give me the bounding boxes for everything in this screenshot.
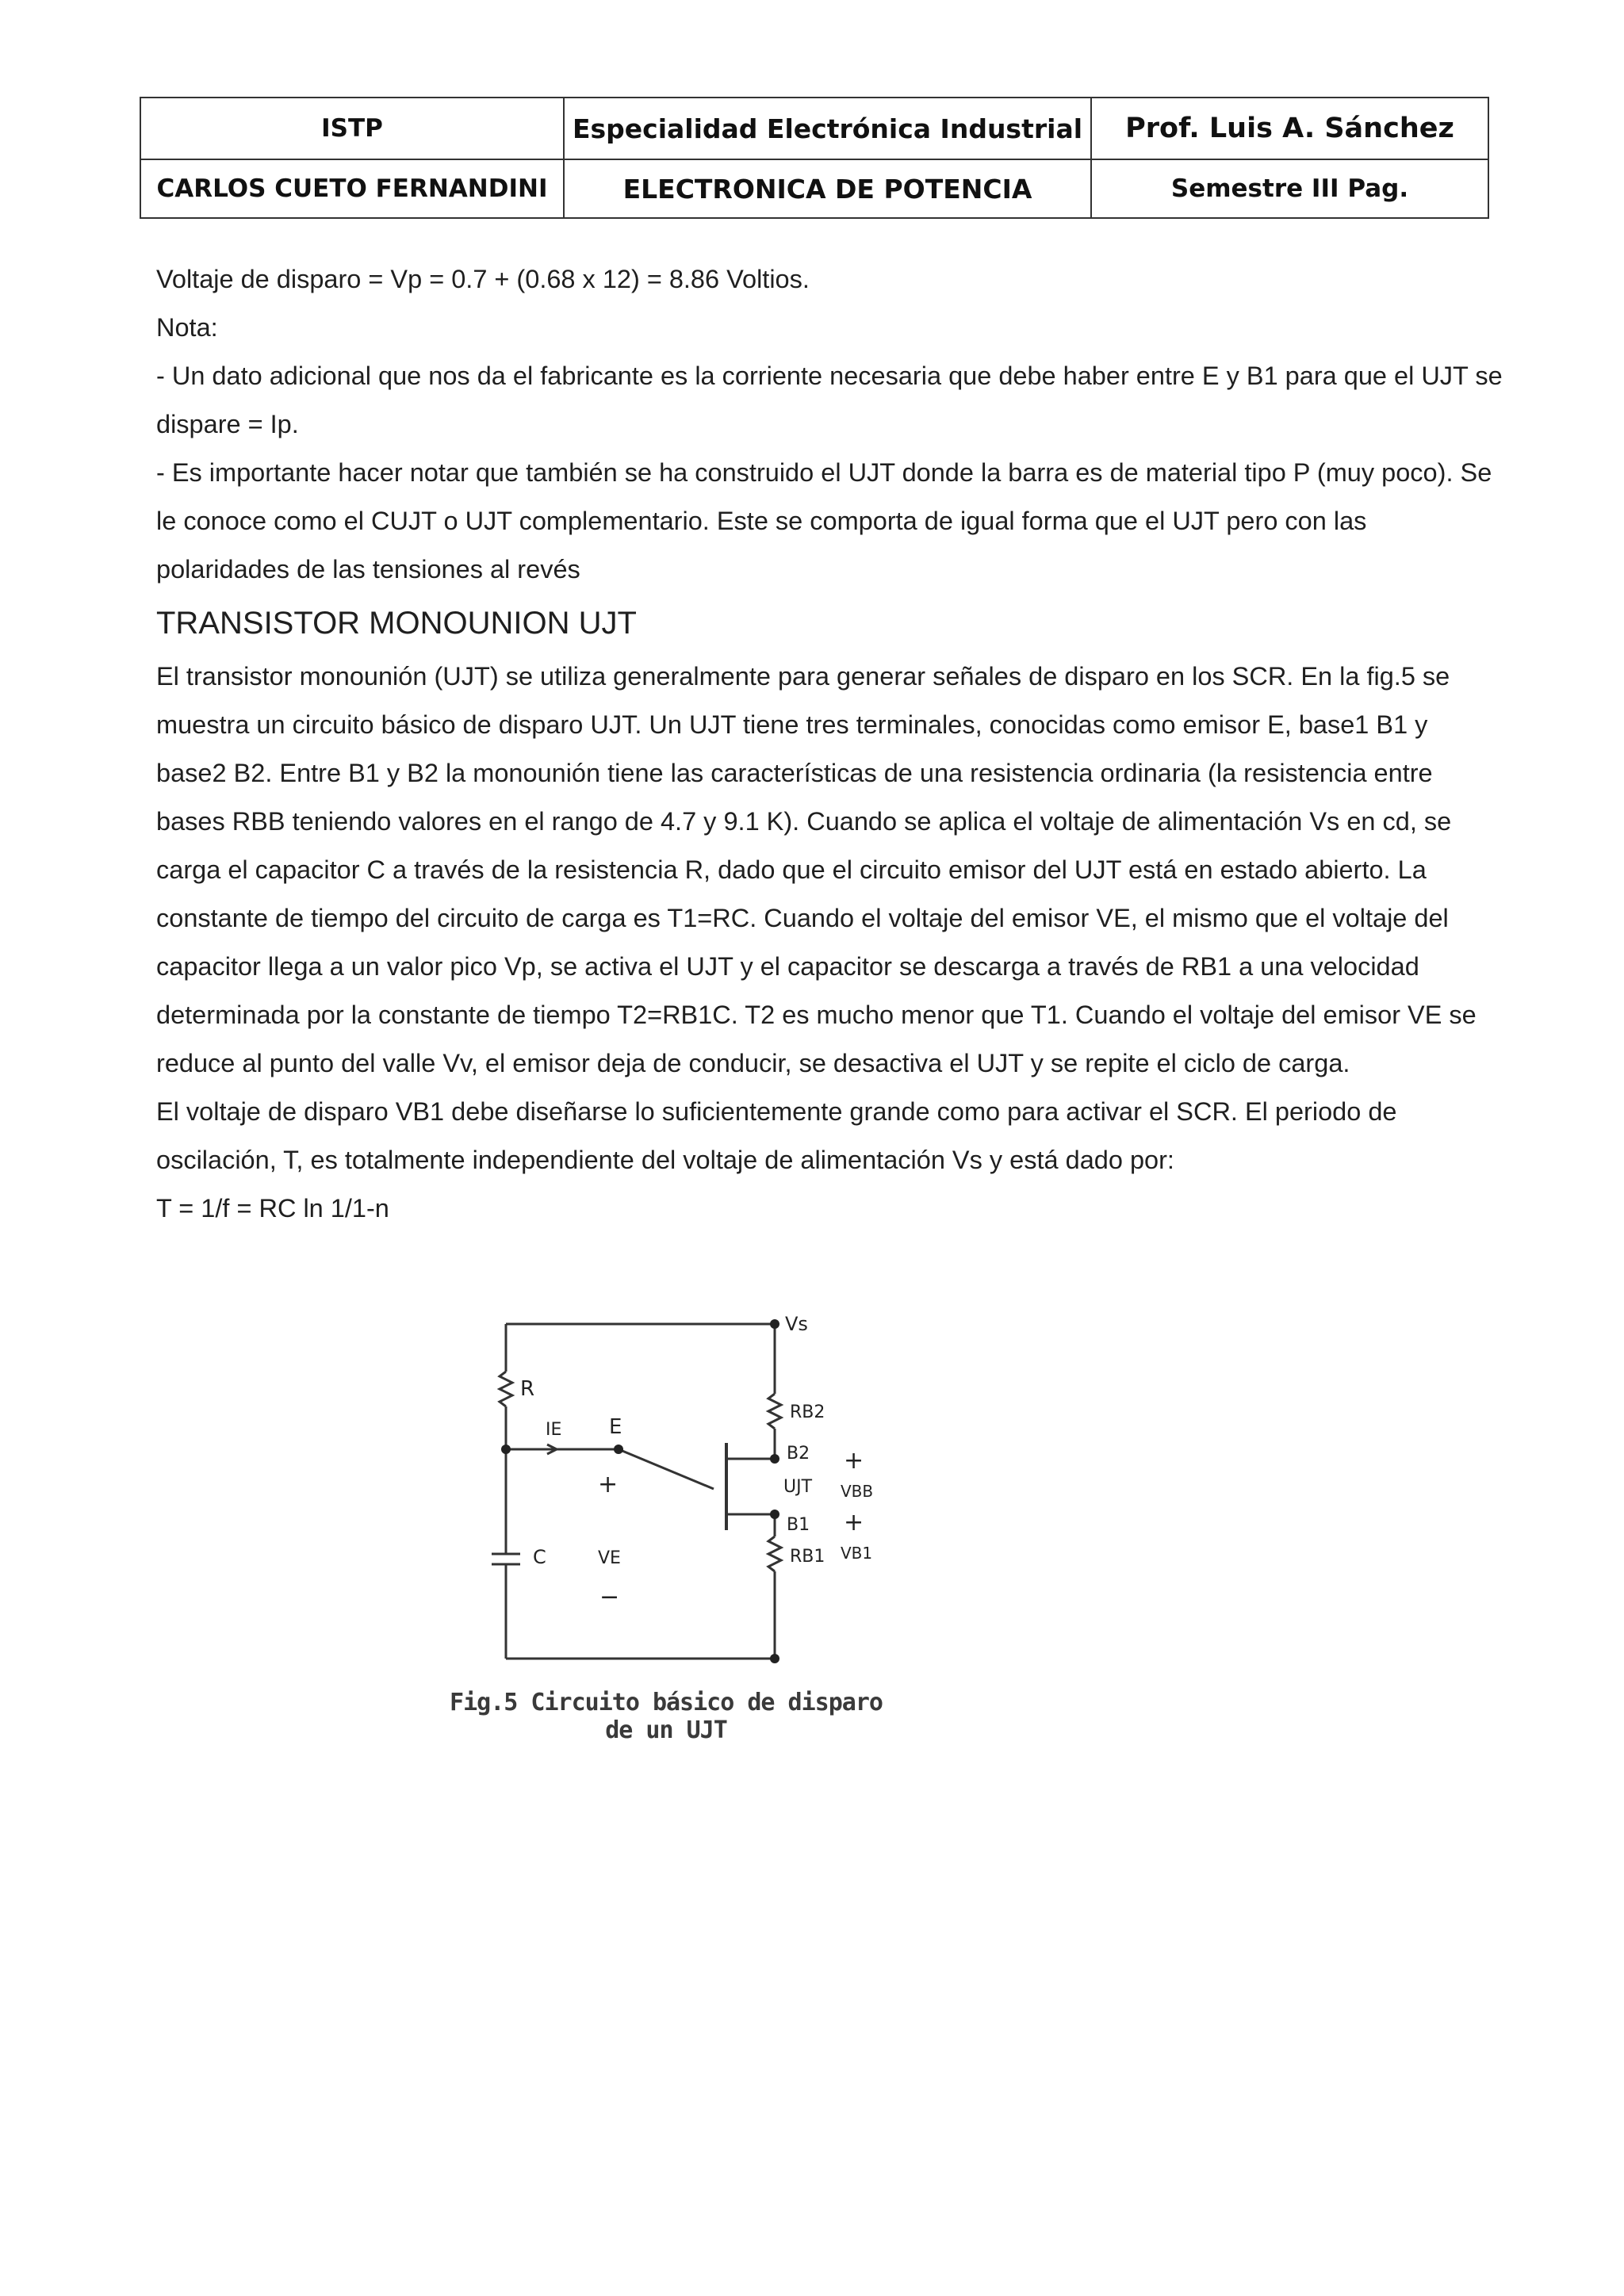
emitter-lead [619, 1449, 714, 1489]
header-table [140, 97, 1489, 219]
resistor-rb1 [768, 1536, 781, 1571]
label-vb1-plus: + [844, 1509, 864, 1536]
resistor-r [500, 1372, 512, 1406]
label-c: C [533, 1546, 546, 1568]
node-vs [770, 1319, 779, 1329]
institution-cell: ISTP [140, 98, 564, 159]
label-e: E [609, 1415, 622, 1439]
resistor-rb2 [768, 1394, 781, 1429]
paragraph-2: El voltaje de disparo VB1 debe diseñarse lo suficientemente grande como para activar el SCR. El periodo de oscilación, T, es totalmente independiente del voltaje de alimentación Vs y está dado por: [156, 1097, 1397, 1174]
label-ve-plus: + [598, 1471, 619, 1498]
label-vbb-plus: + [844, 1447, 864, 1475]
specialty-cell: Especialidad Electrónica Industrial [564, 98, 1091, 159]
section-heading: TRANSISTOR MONOUNION UJT [156, 606, 637, 641]
ujt-circuit-diagram [428, 1292, 920, 1720]
node-b1 [770, 1510, 779, 1519]
semester-cell: Semestre III Pag. [1091, 159, 1488, 218]
paragraph-1: El transistor monounión (UJT) se utiliza generalmente para generar señales de disparo en los SCR. En la fig.5 se muestra un circuito básico de disparo UJT. Un UJT tiene tres terminales, conocidas como emisor E, base1 B1 y base2 B2. Entre B1 y B2 la monounión tiene las características de una resistencia ordinaria (la resistencia entre bases RBB teniendo valores en el rango de 4.7 y 9.1 K). Cuando se aplica el voltaje de alimentación Vs en cd, se carga el capacitor C a través de la resistencia R, dado que el circuito emisor del UJT está en estado abierto. La constante de tiempo del circuito de carga es T1=RC. Cuando el voltaje del emisor VE, el mismo que el voltaje del capacitor llega a un valor pico Vp, se activa el UJT y el capacitor se descarga a través de RB1 a una velocidad determinada por la constante de tiempo T2=RB1C. T2 es mucho menor que T1. Cuando el voltaje del emisor VE se reduce al punto del valle Vv, el emisor deja de conducir, se desactiva el UJT y se repite el ciclo de carga. [156, 662, 1477, 1077]
document-body [156, 255, 1504, 1233]
label-b1: B1 [787, 1515, 810, 1535]
course-cell: ELECTRONICA DE POTENCIA [564, 159, 1091, 218]
professor-cell: Prof. Luis A. Sánchez [1091, 98, 1488, 159]
label-ujt: UJT [783, 1477, 813, 1497]
node-left [501, 1445, 511, 1454]
figure-caption: Fig.5 Circuito básico de disparo de un UJT [450, 1689, 883, 1744]
note-item-1: - Un dato adicional que nos da el fabricante es la corriente necesaria que debe haber entre E y B1 para que el UJT se dispare = Ip. [156, 362, 1503, 438]
trigger-voltage-line: Voltaje de disparo = Vp = 0.7 + (0.68 x 12) = 8.86 Voltios. [156, 265, 810, 293]
label-rb1: RB1 [790, 1547, 825, 1567]
label-r: R [520, 1377, 535, 1401]
label-ie: IE [546, 1420, 562, 1440]
institution-name-cell: CARLOS CUETO FERNANDINI [140, 159, 564, 218]
label-vbb: VBB [841, 1482, 874, 1501]
label-ve-minus: − [599, 1583, 620, 1611]
label-rb2: RB2 [790, 1402, 825, 1422]
note-label: Nota: [156, 313, 218, 342]
label-vb1: VB1 [841, 1544, 873, 1563]
label-ve: VE [598, 1548, 621, 1568]
note-item-2: - Es importante hacer notar que también se ha construido el UJT donde la barra es de material tipo P (muy poco). Se le conoce como el CUJT o UJT complementario. Este se comporta de igual forma que el UJT pero con las polaridades de las tensiones al revés [156, 458, 1492, 584]
label-b2: B2 [787, 1444, 810, 1464]
formula-line: T = 1/f = RC ln 1/1-n [156, 1194, 389, 1223]
node-e [614, 1445, 623, 1454]
node-b2 [770, 1454, 779, 1464]
label-vs: Vs [785, 1313, 808, 1335]
node-bottom [770, 1654, 779, 1663]
